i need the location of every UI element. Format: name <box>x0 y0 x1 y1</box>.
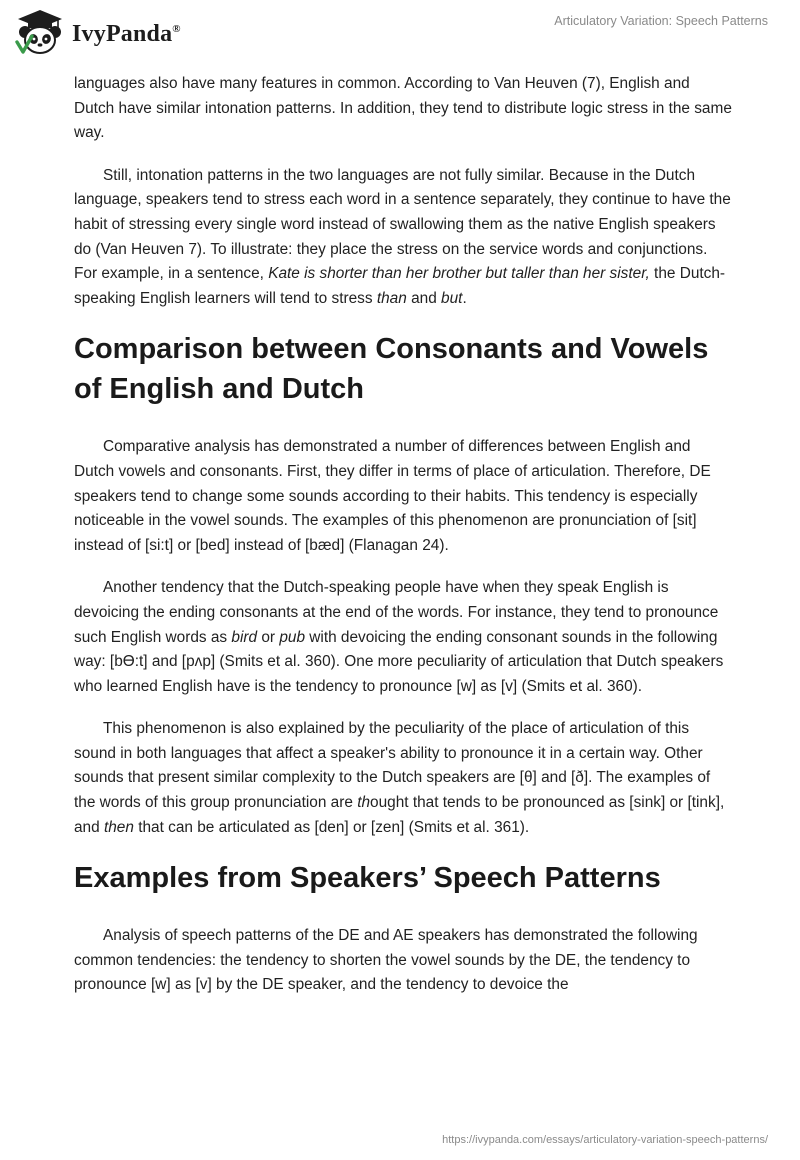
panda-graduate-icon <box>14 8 66 58</box>
brand-name: IvyPanda® <box>72 20 181 47</box>
section-heading-examples: Examples from Speakers’ Speech Patterns <box>74 862 661 895</box>
paragraph-5: This phenomenon is also explained by the peculiarity of the place of articulation of this sound in both languages that affect a speaker's ability to pronounce it in a certain way. Other sounds that present similar complexity to the Dutch speakers are [θ] and [ð]. The examples of the words of this group pronunciation are thought that tends to be pronounced as [sink] or [tink], and then that can be articulated as [den] or [zen] (Smits et al. 361). <box>74 720 725 836</box>
article-body <box>74 72 734 1016</box>
source-url[interactable]: https://ivypanda.com/essays/articulatory-variation-speech-patterns/ <box>442 1134 768 1146</box>
example-sentence: Kate is shorter than her brother but taller than her sister, <box>268 265 650 283</box>
document-title: Articulatory Variation: Speech Patterns <box>554 14 768 28</box>
section-heading-comparison: Comparison between Consonants and Vowels of English and Dutch <box>74 333 709 406</box>
paragraph-3: Comparative analysis has demonstrated a number of differences between English and Dutch vowels and consonants. First, they differ in terms of place of articulation. Therefore, DE speakers tend to change some sounds according to their habits. This tendency is especially noticeable in the vowel sounds. The examples of this phenomenon are pronunciation of [sit] instead of [si:t] or [bed] instead of [bæd] (Flanagan 24). <box>74 438 711 554</box>
brand-logo[interactable] <box>14 8 181 58</box>
paragraph-6: Analysis of speech patterns of the DE and AE speakers has demonstrated the following common tendencies: the tendency to shorten the vowel sounds by the DE, the tendency to pronounce [w] as [v] by the DE speaker, and the tendency to devoice the <box>74 927 698 994</box>
page-header <box>0 0 800 62</box>
paragraph-4: Another tendency that the Dutch-speaking people have when they speak English is devoicing the ending consonants at the end of the words. For instance, they tend to pronounce such English words as bird or pub with devoicing the ending consonant sounds in the following way: [bƟ:t] and [pʌp] (Smits et al. 360). One more peculiarity of articulation that Dutch speakers who learned English have is the tendency to pronounce [w] as [v] (Smits et al. 360). <box>74 579 724 695</box>
paragraph-1: languages also have many features in common. According to Van Heuven (7), English and Dutch have similar intonation patterns. In addition, they tend to distribute logic stress in the same way. <box>74 75 732 142</box>
paragraph-2: Still, intonation patterns in the two languages are not fully similar. Because in the Dutch language, speakers tend to stress each word in a sentence separately, they continue to have the habit of stressing every single word instead of swallowing them as the native English speakers do (Van Heuven 7). To illustrate: they place the stress on the service words and conjunctions. For example, in a sentence, Kate is shorter than her brother but taller than her sister, the Dutch-speaking English learners will tend to stress than and but. <box>74 166 731 307</box>
